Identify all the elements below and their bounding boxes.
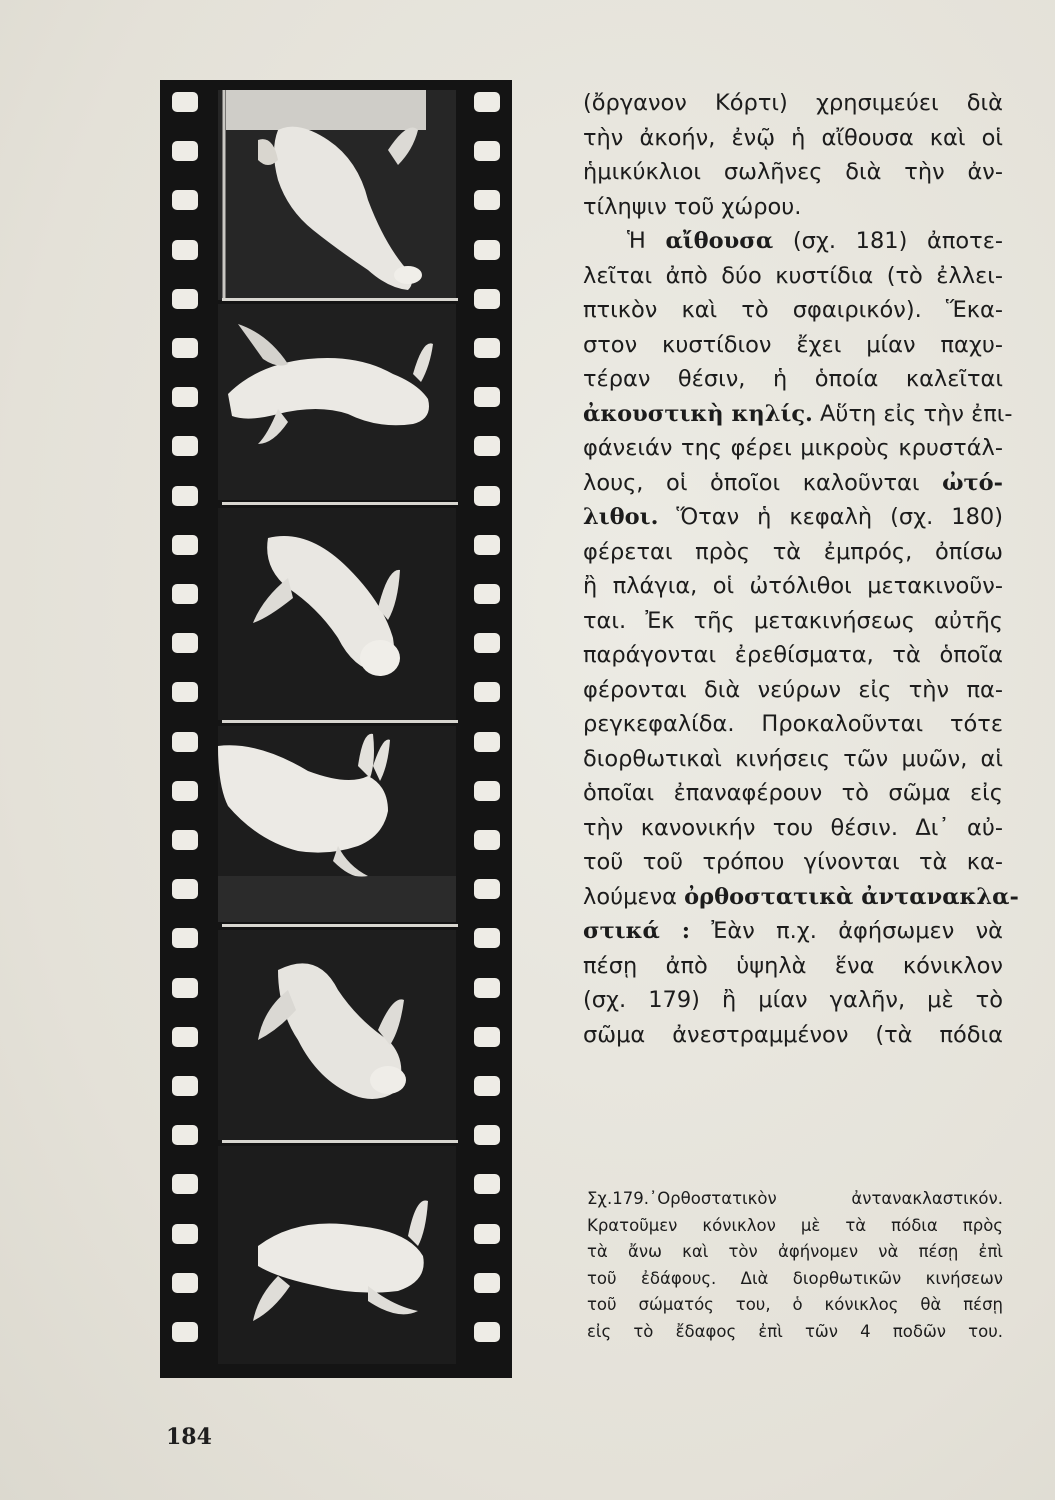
film-perforation [474, 1322, 500, 1342]
film-perforation [474, 978, 500, 998]
film-perforation [474, 92, 500, 112]
film-perforation [474, 240, 500, 260]
term-otolithoi-part2: λιθοι. [583, 504, 659, 530]
film-frame-3 [218, 508, 456, 720]
film-perforation [172, 682, 198, 702]
caption-line: τοῦ ἐδάφους. Διὰ διορθωτικῶν κινήσεων [587, 1268, 1003, 1288]
film-perforation [474, 1273, 500, 1293]
film-perforation [474, 928, 500, 948]
film-perforation [172, 1027, 198, 1047]
film-perforation [172, 633, 198, 653]
text-run: Αὕτη εἰς τὴν ἐπι- [812, 400, 1013, 427]
term-akoustiki-kilis: ἀκουστικὴ κηλίς. [583, 400, 813, 427]
film-perforation [172, 338, 198, 358]
text-line: ἢ πλάγια, οἱ ὠτόλιθοι μετακινοῦν- [583, 573, 1003, 599]
caption-line: εἰς τὸ ἔδαφος ἐπὶ τῶν 4 ποδῶν του. [587, 1321, 1003, 1341]
film-perforation [172, 584, 198, 604]
text-run: λους, οἱ ὁποῖοι καλοῦνται [583, 469, 943, 496]
film-perforation [172, 240, 198, 260]
text-line: παράγονται ἐρεθίσματα, τὰ ὁποῖα [583, 642, 1003, 668]
text-line: διορθωτικαὶ κινήσεις τῶν μυῶν, αἱ [583, 745, 1003, 772]
film-perforation [474, 436, 500, 456]
film-perforation [172, 732, 198, 752]
film-frame-5 [218, 930, 456, 1140]
film-perforation [474, 1224, 500, 1244]
frame-divider [222, 502, 458, 505]
text-line: πτικὸν καὶ τὸ σφαιρικόν). Ἕκα- [583, 297, 1003, 323]
film-perforation [172, 928, 198, 948]
film-strip-figure [160, 80, 512, 1378]
film-perforation [172, 141, 198, 161]
text-line: φάνειάν της φέρει μικροὺς κρυστάλ- [583, 435, 1003, 461]
film-frame-1 [218, 90, 456, 300]
film-perforation [474, 781, 500, 801]
text-line: ὁποῖαι ἐπαναφέρουν τὸ σῶμα εἰς [583, 780, 1003, 806]
film-perforation [474, 535, 500, 555]
term-aithousa: αἴθουσα [665, 228, 774, 254]
film-perforations-right [474, 80, 500, 1378]
film-perforation [474, 584, 500, 604]
film-perforation [172, 1174, 198, 1194]
film-perforation [474, 830, 500, 850]
text-line: τοῦ τοῦ τρόπου γίνονται τὰ κα- [583, 849, 1003, 875]
text-run: (σχ. 181) ἀποτε- [773, 228, 1004, 254]
text-line: λεῖται ἀπὸ δύο κυστίδια (τὸ ἐλλει- [583, 262, 1003, 289]
text-run: Ὅταν ἡ κεφαλὴ (σχ. 180) [658, 504, 1003, 530]
text-line [583, 500, 1003, 535]
figure-caption [587, 1186, 1003, 1345]
page-number: 184 [166, 1424, 212, 1450]
film-perforation [474, 879, 500, 899]
film-frame-6 [218, 1146, 456, 1364]
text-line [583, 397, 1013, 432]
film-perforation [172, 1273, 198, 1293]
film-perforation [474, 633, 500, 653]
text-line: ρεγκεφαλίδα. Προκαλοῦνται τότε [583, 711, 1003, 737]
film-perforation [474, 1174, 500, 1194]
film-perforation [172, 1322, 198, 1342]
film-perforation [172, 1224, 198, 1244]
text-line: στον κυστίδιον ἔχει μίαν παχυ- [583, 331, 1003, 358]
film-perforation [172, 92, 198, 112]
text-run: Ἐὰν π.χ. ἀφήσωμεν νὰ [690, 918, 1003, 944]
film-perforation [172, 978, 198, 998]
film-perforation [172, 1076, 198, 1096]
film-frame-4 [218, 726, 456, 922]
film-perforation [474, 338, 500, 358]
film-perforation [172, 190, 198, 210]
text-line: τὴν ἀκοήν, ἐνῷ ἡ αἴθουσα καὶ οἱ [583, 124, 1003, 151]
film-perforation [474, 387, 500, 407]
text-line [583, 224, 1003, 259]
term-orthostatika-part1: ὀρθοστατικὰ ἀντανακλα- [684, 883, 1019, 910]
text-run: λούμενα [583, 883, 685, 910]
caption-line: Σχ.179.᾽Ορθοστατικὸν ἀντανακλαστικόν. [587, 1189, 1003, 1208]
caption-line: τὰ ἄνω καὶ τὸν ἀφήνομεν νὰ πέσῃ ἐπὶ [587, 1242, 1003, 1261]
film-perforation [474, 486, 500, 506]
film-perforation [474, 289, 500, 309]
text-line: πέσῃ ἀπὸ ὑψηλὰ ἕνα κόνικλον [583, 952, 1003, 979]
frame-divider [222, 720, 458, 723]
film-perforation [474, 141, 500, 161]
text-line: φέρεται πρὸς τὰ ἐμπρός, ὀπίσω [583, 538, 1003, 565]
text-line: (ὄργανον Κόρτι) χρησιμεύει διὰ [583, 90, 1003, 116]
film-perforation [172, 535, 198, 555]
text-run: Ἡ [627, 228, 666, 254]
text-line: ἡμικύκλιοι σωλῆνες διὰ τὴν ἀν- [583, 159, 1003, 185]
film-perforation [172, 830, 198, 850]
frame-divider [222, 924, 458, 927]
film-perforation [172, 1125, 198, 1145]
film-perforation [474, 1027, 500, 1047]
text-line: σῶμα ἀνεστραμμένον (τὰ πόδια [583, 1021, 1003, 1048]
film-perforation [172, 879, 198, 899]
film-perforation [474, 190, 500, 210]
film-perforation [474, 682, 500, 702]
film-frame-2 [218, 304, 456, 500]
film-perforations-left [172, 80, 198, 1378]
text-line [583, 466, 1003, 501]
caption-line: τοῦ σώματός του, ὁ κόνικλος θὰ πέσῃ [587, 1295, 1003, 1314]
text-line [583, 880, 1019, 915]
text-line [583, 914, 1003, 949]
text-line: τέραν θέσιν, ἡ ὁποία καλεῖται [583, 366, 1003, 392]
film-perforation [172, 387, 198, 407]
text-line: φέρονται διὰ νεύρων εἰς τὴν πα- [583, 676, 1003, 703]
film-perforation [172, 781, 198, 801]
film-perforation [172, 436, 198, 456]
frame-divider [222, 298, 458, 301]
term-otolithoi-part1: ὠτό- [942, 469, 1003, 496]
film-perforation [474, 732, 500, 752]
film-perforation [172, 289, 198, 309]
term-orthostatika-part2: στικά : [583, 918, 691, 944]
film-perforation [474, 1125, 500, 1145]
text-line: (σχ. 179) ἢ μίαν γαλῆν, μὲ τὸ [583, 987, 1003, 1013]
text-line: τίληψιν τοῦ χώρου. [583, 193, 802, 220]
text-line: τὴν κανονικήν του θέσιν. Δι᾽ αὐ- [583, 814, 1003, 841]
film-perforation [172, 486, 198, 506]
caption-line: Κρατοῦμεν κόνικλον μὲ τὰ πόδια πρὸς [587, 1215, 1003, 1235]
film-perforation [474, 1076, 500, 1096]
body-text-column [583, 86, 1019, 1052]
text-line: ται. Ἐκ τῆς μετακινήσεως αὐτῆς [583, 607, 1003, 634]
frame-divider [222, 1140, 458, 1143]
